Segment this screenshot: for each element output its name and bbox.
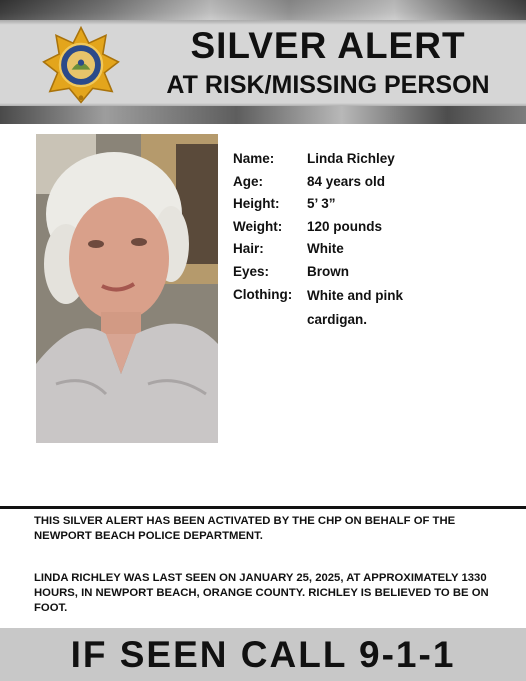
activation-notice: THIS SILVER ALERT HAS BEEN ACTIVATED BY THE CHP ON BEHALF OF THE NEWPORT BEACH POLICE DEPARTMENT. (34, 515, 456, 542)
detail-row-eyes (233, 261, 523, 284)
alert-title: SILVER ALERT (190, 25, 466, 66)
missing-person-photo (36, 134, 218, 443)
detail-label: Name: (233, 151, 275, 166)
detail-value: Linda Richley (307, 151, 395, 166)
detail-value: Brown (307, 263, 349, 279)
detail-row-hair (233, 238, 523, 261)
detail-row-height (233, 193, 523, 216)
header-top-strip (0, 0, 526, 20)
detail-value: 84 years old (307, 173, 386, 189)
detail-row-clothing (233, 284, 523, 332)
detail-row-name (233, 148, 523, 171)
detail-label: Weight: (233, 218, 283, 234)
detail-value: 5’ 3” (307, 196, 336, 212)
detail-value: 120 pounds (307, 218, 383, 234)
detail-label: Height: (233, 196, 280, 212)
person-details (233, 148, 523, 332)
chp-star-badge-icon (42, 26, 120, 104)
call-911-text: IF SEEN CALL 9-1-1 (70, 634, 456, 675)
call-banner (0, 628, 526, 681)
detail-label: Hair: (233, 241, 264, 257)
header-bottom-strip (0, 106, 526, 124)
last-seen-notice: LINDA RICHLEY WAS LAST SEEN ON JANUARY 25, 2025, AT APPROXIMATELY 1330 HOURS, IN NEWPORT BEACH, ORANGE COUNTY. RICHLEY IS BELIEVED TO BE ON FOOT. (34, 572, 489, 614)
section-divider (0, 506, 526, 509)
detail-row-weight (233, 216, 523, 239)
detail-value: White and pink cardigan. (307, 287, 403, 327)
alert-subtitle: AT RISK/MISSING PERSON (166, 71, 490, 99)
detail-label: Clothing: (233, 286, 293, 302)
alert-header (0, 0, 526, 124)
detail-label: Age: (233, 173, 263, 189)
detail-label: Eyes: (233, 263, 270, 279)
detail-value: White (307, 241, 344, 257)
detail-row-age (233, 171, 523, 194)
